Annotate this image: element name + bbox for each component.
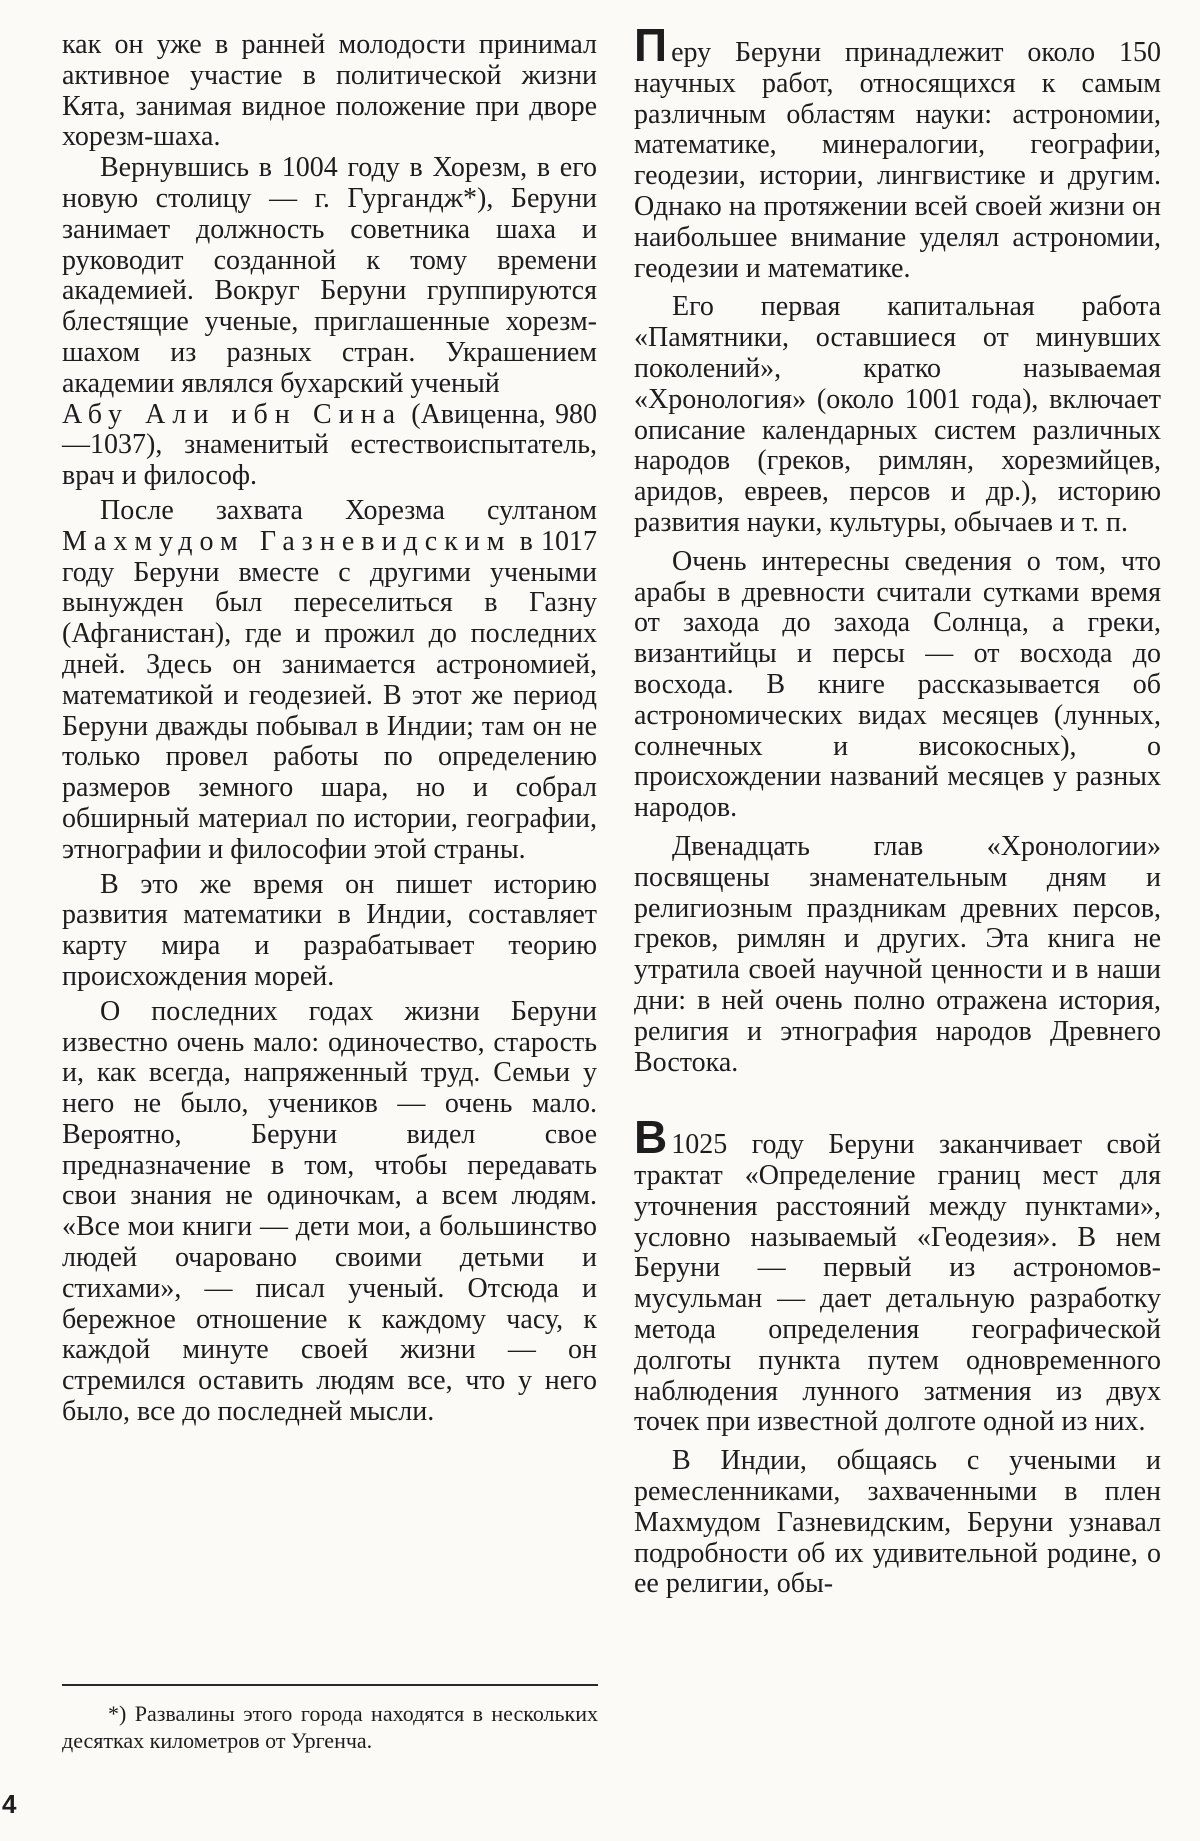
paragraph-text: (Авиценна, 980—1037), знаменитый естествоиспытатель, врач и философ. <box>62 398 598 492</box>
paragraph <box>634 1111 1161 1438</box>
paragraph: В Индии, общаясь с учеными и ремесленниками, захваченными в плен Махмудом Газневидским, Беруни узнавал подробности об их удивительной родине, о ее религии, обы- <box>634 1445 1161 1600</box>
paragraph-text: После захвата Хорезма султаном <box>100 494 597 526</box>
page-number: 4 <box>2 1789 17 1819</box>
paragraph <box>62 496 597 866</box>
paragraph: Его первая капитальная работа «Памятники, оставшиеся от минувших поколений», кратко называемая «Хронология» (около 1001 года), включает описание календарных систем различных народов (греков, римлян, хорезмийцев, аридов, евреев, персов и др.), историю развития науки, культуры, обычаев и т. п. <box>634 291 1161 538</box>
paragraph: как он уже в ранней молодости принимал активное участие в политической жизни Кята, занимая видное положение при дворе хорезм-шаха. <box>62 29 597 153</box>
drop-cap: В <box>634 1111 668 1164</box>
right-column <box>634 19 1161 1600</box>
paragraph: О последних годах жизни Беруни известно очень мало: одиночество, старость и, как всегда, напряженный труд. Семьи у него не было, учеников — очень мало. Вероятно, Беруни видел свое предназначение в том, чтобы передавать свои знания не одиночкам, а всем людям. «Все мои книги — дети мои, а большинство людей очаровано своими детьми и стихами», — писал ученый. Отсюда и бережное отношение к каждому часу, к каждой минуте своей жизни — он стремился оставить людям все, что у него было, все до последней мысли. <box>62 995 597 1428</box>
person-name: Махмудом Газневидским <box>62 525 512 557</box>
paragraph-text: в 1017 году Беруни вместе с другими учеными вынужден был переселиться в Газну (Афганистан), где и прожил до последних дней. Здесь он занимается астрономией, математикой и геодезией. В этот же период Беруни дважды побывал в Индии; там он не только провел работы по определению размеров земного шара, но и собрал обширный материал по истории, географии, этнографии и философии этой страны. <box>62 525 597 865</box>
drop-cap: П <box>634 19 668 71</box>
left-column <box>62 30 597 1428</box>
paragraph <box>62 400 597 492</box>
footnote-divider <box>62 1684 598 1686</box>
paragraph-text: еру Беруни принадлежит около 150 научных работ, относящихся к самым различным областям науки: астрономии, математике, минералогии, географии, геодезии, истории, лингвистике и другим. Однако на протяжении всей своей жизни он наибольшее внимание уделял астрономии, геодезии и математике. <box>634 37 1161 284</box>
paragraph: В это же время он пишет историю развития математики в Индии, составляет карту мира и разрабатывает теорию происхождения морей. <box>62 868 597 992</box>
footnote: *) Развалины этого города находятся в нескольких десятках километров от Ургенча. <box>62 1701 598 1753</box>
paragraph: Двенадцать глав «Хронологии» посвящены знаменательным дням и религиозным праздникам древних персов, греков, римлян и других. Эта книга не утратила своей научной ценности и в наши дни: в ней очень полно отражена история, религия и этнография народов Древнего Востока. <box>634 830 1161 1078</box>
person-name: Абу Али ибн Сина <box>62 398 403 430</box>
paragraph: Вернувшись в 1004 году в Хорезм, в его новую столицу — г. Гургандж*), Беруни занимает должность советника шаха и руководит созданной к тому времени академией. Вокруг Беруни группируются блестящие ученые, приглашенные хорезм-шахом из разных стран. Украшением академии являлся бухарский ученый <box>62 152 597 399</box>
paragraph-text: 1025 году Беруни заканчивает свой трактат «Определение границ мест для уточнения расстояний между пунктами», условно называемый «Геодезия». В нем Беруни — первый из астрономов-мусульман — дает детальную разработку метода определения географической долготы пункта путем одновременного наблюдения лунного затмения из двух точек при известной долготе одной из них. <box>634 1129 1161 1438</box>
paragraph <box>634 19 1161 284</box>
paragraph: Очень интересны сведения о том, что арабы в древности считали сутками время от захода до захода Солнца, а греки, византийцы и персы — от восхода до восхода. В книге рассказывается об астрономических видах месяцев (лунных, солнечных и високосных), о происхождении названий месяцев у разных народов. <box>634 545 1161 824</box>
